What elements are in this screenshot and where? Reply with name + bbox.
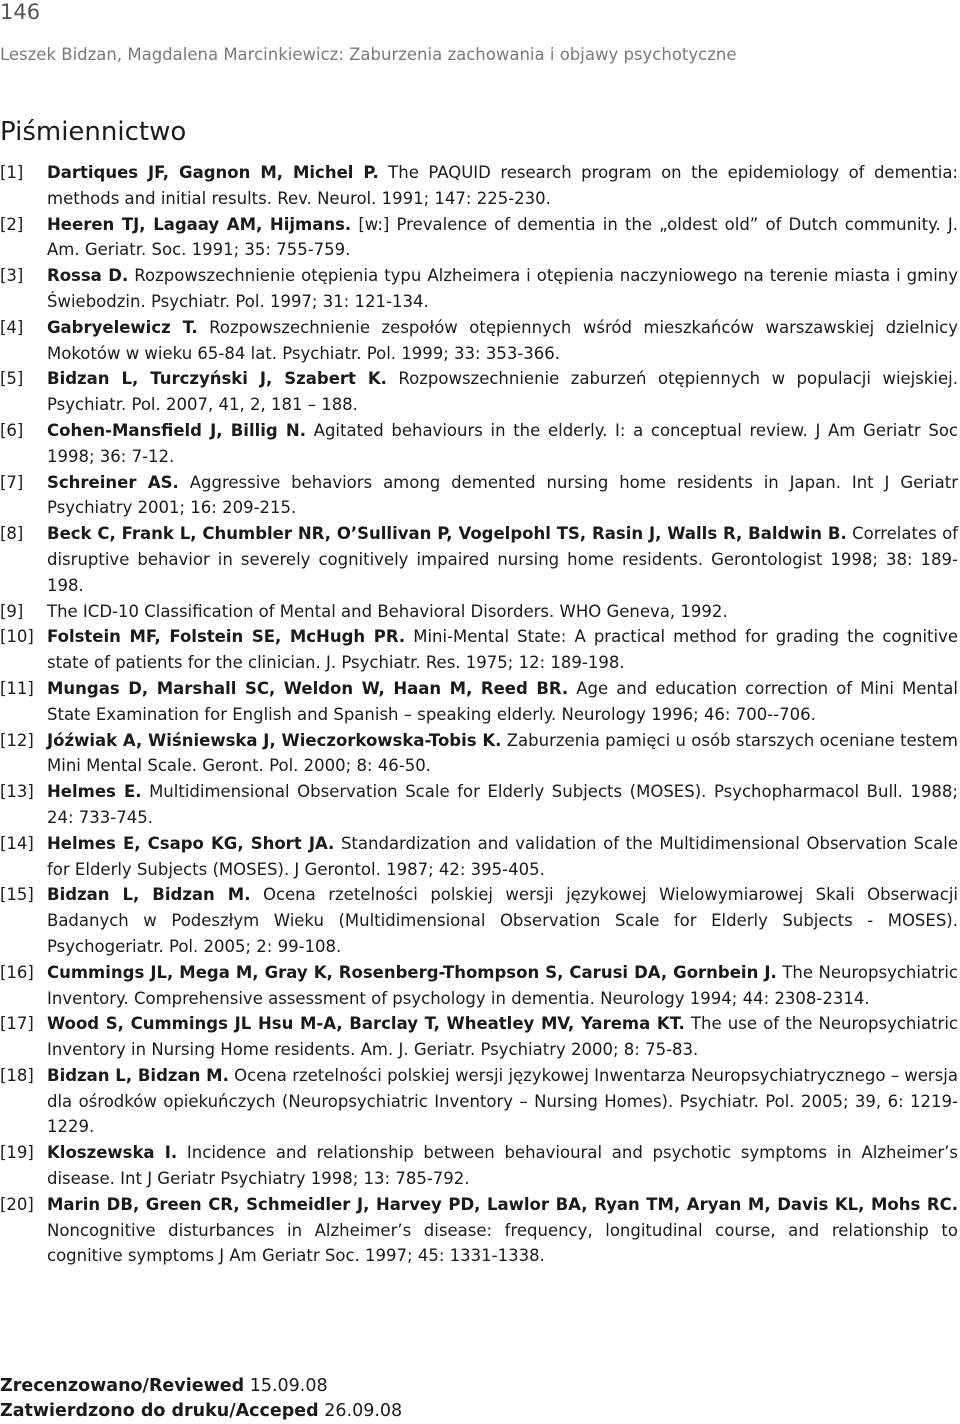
reference-number: [3] bbox=[0, 266, 24, 286]
reference-item bbox=[0, 882, 958, 959]
reference-item bbox=[0, 470, 958, 522]
reference-text: Standardization and validation of the Multidimensional Observation Scale for Elderly Subjects (MOSES). J Gerontol. 1987; 42: 395-405. bbox=[47, 833, 958, 879]
reference-item bbox=[0, 960, 958, 1012]
reference-text: Aggressive behaviors among demented nursing home residents in Japan. Int J Geriatr Psychiatry 2001; 16: 209-215. bbox=[47, 472, 958, 518]
reference-number: [11] bbox=[0, 678, 34, 698]
reference-body bbox=[47, 160, 958, 212]
reference-body bbox=[47, 831, 958, 883]
reference-authors: Beck C, Frank L, Chumbler NR, O’Sullivan P, Vogelpohl TS, Rasin J, Walls R, Baldwin B. bbox=[47, 524, 847, 544]
reference-number: [15] bbox=[0, 885, 34, 905]
reference-text: The Neuropsychiatric Inventory. Comprehensive assessment of psychology in dementia. Neurology 1994; 44: 2308-2314. bbox=[47, 962, 958, 1008]
reference-item bbox=[0, 779, 958, 831]
reference-number: [2] bbox=[0, 214, 24, 234]
reference-item bbox=[0, 676, 958, 728]
reference-number: [14] bbox=[0, 833, 34, 853]
reference-authors: Marin DB, Green CR, Schmeidler J, Harvey PD, Lawlor BA, Ryan TM, Aryan M, Davis KL, Mohs RC. bbox=[47, 1194, 958, 1214]
reference-item bbox=[0, 521, 958, 598]
reference-body bbox=[47, 599, 958, 625]
reference-body bbox=[47, 1192, 958, 1269]
section-title: Piśmiennictwo bbox=[0, 117, 187, 147]
reference-text: [w:] Prevalence of dementia in the „oldest old” of Dutch community. J. Am. Geriatr. Soc. 1991; 35: 755-759. bbox=[47, 214, 958, 260]
header-authors: Leszek Bidzan, Magdalena Marcinkiewicz bbox=[0, 45, 339, 64]
accepted-line bbox=[0, 1399, 402, 1424]
reference-number: [13] bbox=[0, 782, 34, 802]
reference-text: Ocena rzetelności polskiej wersji językowej Inwentarza Neuropsychiatrycznego – wersja dla ośrodków opiekuńczych (Neuropsychiatric Inventory – Nursing Homes). Psychiatr. Pol. 2005; 39, 6: 1219-1229. bbox=[47, 1065, 958, 1137]
reviewed-label: Zrecenzowano/Reviewed bbox=[0, 1376, 245, 1396]
reference-text: Zaburzenia pamięci u osób starszych oceniane testem Mini Mental Scale. Geront. Pol. 2000; 8: 46-50. bbox=[47, 730, 958, 776]
reference-authors: Bidzan L, Bidzan M. bbox=[47, 885, 251, 905]
reference-authors: Dartiques JF, Gagnon M, Michel P. bbox=[47, 163, 379, 182]
reference-text: Age and education correction of Mini Mental State Examination for English and Spanish – speaking elderly. Neurology 1996; 46: 700--706. bbox=[47, 678, 958, 724]
page-number: 146 bbox=[0, 0, 41, 24]
reference-body bbox=[47, 1140, 958, 1192]
reference-body bbox=[47, 1063, 958, 1140]
reference-text: Agitated behaviours in the elderly. I: a conceptual review. J Am Geriatr Soc 1998; 36: 7-12. bbox=[47, 420, 959, 466]
reference-body bbox=[47, 676, 958, 728]
reviewed-date: 15.09.08 bbox=[244, 1376, 328, 1396]
accepted-date: 26.09.08 bbox=[318, 1401, 403, 1421]
reference-authors: Mungas D, Marshall SC, Weldon W, Haan M, Reed BR. bbox=[47, 678, 569, 698]
reference-text: Multidimensional Observation Scale for Elderly Subjects (MOSES). Psychopharmacol Bull. 1988; 24: 733-745. bbox=[47, 782, 958, 827]
reference-body bbox=[47, 418, 958, 470]
reference-body bbox=[47, 315, 958, 367]
reference-number: [8] bbox=[0, 524, 24, 544]
reference-body bbox=[47, 521, 958, 598]
reference-item bbox=[0, 315, 958, 367]
reference-authors: Heeren TJ, Lagaay AM, Hijmans. bbox=[47, 214, 352, 234]
reference-text: Correlates of disruptive behavior in severely cognitively impaired nursing home residents. Gerontologist 1998; 38: 189-198. bbox=[47, 524, 958, 595]
reference-number: [17] bbox=[0, 1014, 34, 1034]
reference-number: [5] bbox=[0, 369, 24, 389]
reference-body bbox=[47, 470, 958, 522]
reference-text: The ICD-10 Classification of Mental and Behavioral Disorders. WHO Geneva, 1992. bbox=[47, 601, 728, 621]
reference-text: The PAQUID research program on the epidemiology of dementia: methods and initial results. Rev. Neurol. 1991; 147: 225-230. bbox=[47, 163, 958, 208]
reviewed-line bbox=[0, 1374, 402, 1399]
reference-text: The use of the Neuropsychiatric Inventory in Nursing Home residents. Am. J. Geriatr. Psychiatry 2000; 8: 75-83. bbox=[47, 1014, 958, 1060]
reference-authors: Folstein MF, Folstein SE, McHugh PR. bbox=[47, 627, 406, 647]
reference-text: Noncognitive disturbances in Alzheimer’s disease: frequency, longitudinal course, and relationship to cognitive symptoms J Am Geriatr Soc. 1997; 45: 1331-1338. bbox=[47, 1220, 958, 1266]
reference-item bbox=[0, 599, 958, 625]
reference-authors: Schreiner AS. bbox=[47, 472, 179, 492]
header-title: Zaburzenia zachowania i objawy psychotyczne bbox=[343, 45, 737, 64]
reference-item bbox=[0, 1140, 958, 1192]
reference-authors: Cohen-Mansfield J, Billig N. bbox=[47, 420, 306, 440]
reference-authors: Gabryelewicz T. bbox=[47, 317, 198, 337]
reference-body bbox=[47, 779, 958, 831]
reference-item bbox=[0, 624, 958, 676]
reference-number: [19] bbox=[0, 1143, 34, 1163]
reference-item bbox=[0, 263, 958, 315]
reference-item bbox=[0, 728, 958, 780]
reference-number: [18] bbox=[0, 1065, 34, 1085]
reference-item bbox=[0, 212, 958, 264]
reference-number: [1] bbox=[0, 163, 24, 182]
reference-number: [10] bbox=[0, 627, 34, 647]
reference-authors: Kloszewska I. bbox=[47, 1143, 178, 1163]
reference-body bbox=[47, 212, 958, 264]
reference-item bbox=[0, 160, 958, 212]
reference-item bbox=[0, 1063, 958, 1140]
running-header bbox=[0, 44, 737, 66]
reference-body bbox=[47, 728, 958, 780]
reference-text: Rozpowszechnienie zaburzeń otępiennych w populacji wiejskiej. Psychiatr. Pol. 2007, 41, 2, 181 – 188. bbox=[47, 369, 958, 415]
reference-item bbox=[0, 1192, 958, 1269]
review-dates bbox=[0, 1374, 402, 1424]
reference-body bbox=[47, 624, 958, 676]
reference-number: [20] bbox=[0, 1194, 34, 1214]
reference-body bbox=[47, 263, 958, 315]
reference-authors: Helmes E. bbox=[47, 782, 142, 802]
reference-body bbox=[47, 882, 958, 959]
reference-item bbox=[0, 831, 958, 883]
reference-number: [9] bbox=[0, 601, 24, 621]
reference-authors: Cummings JL, Mega M, Gray K, Rosenberg-Thompson S, Carusi DA, Gornbein J. bbox=[47, 962, 777, 982]
reference-text: Ocena rzetelności polskiej wersji językowej Wielowymiarowej Skali Obserwacji Badanych w Podeszłym Wieku (Multidimensional Observation Scale for Elderly Subjects - MOSES). Psychogeriatr. Pol. 2005; 2: 99-108. bbox=[47, 885, 958, 956]
reference-authors: Bidzan L, Bidzan M. bbox=[47, 1065, 229, 1085]
reference-body bbox=[47, 1011, 958, 1063]
reference-number: [7] bbox=[0, 472, 24, 492]
reference-authors: Bidzan L, Turczyński J, Szabert K. bbox=[47, 369, 387, 389]
reference-text: Rozpowszechnienie zespołów otępiennych wśród mieszkańców warszawskiej dzielnicy Mokotów w wieku 65-84 lat. Psychiatr. Pol. 1999; 33: 353-366. bbox=[47, 317, 959, 363]
reference-item bbox=[0, 1011, 958, 1063]
reference-number: [6] bbox=[0, 420, 24, 440]
reference-text: Incidence and relationship between behavioural and psychotic symptoms in Alzheimer’s disease. Int J Geriatr Psychiatry 1998; 13: 785-792. bbox=[47, 1143, 959, 1189]
reference-item bbox=[0, 418, 958, 470]
reference-authors: Rossa D. bbox=[47, 266, 129, 286]
reference-body bbox=[47, 960, 958, 1012]
reference-authors: Jóźwiak A, Wiśniewska J, Wieczorkowska-Tobis K. bbox=[47, 730, 502, 750]
reference-body bbox=[47, 366, 958, 418]
reference-number: [12] bbox=[0, 730, 34, 750]
reference-text: Rozpowszechnienie otępienia typu Alzheimera i otępienia naczyniowego na terenie miasta i gminy Świebodzin. Psychiatr. Pol. 1997; 31: 121-134. bbox=[47, 266, 959, 311]
accepted-label: Zatwierdzono do druku/Acceped bbox=[0, 1401, 319, 1421]
reference-text: Mini-Mental State: A practical method for grading the cognitive state of patients for the clinician. J. Psychiatr. Res. 1975; 12: 189-198. bbox=[47, 627, 959, 673]
reference-authors: Helmes E, Csapo KG, Short JA. bbox=[47, 833, 335, 853]
reference-number: [16] bbox=[0, 962, 34, 982]
reference-item bbox=[0, 366, 958, 418]
reference-authors: Wood S, Cummings JL Hsu M-A, Barclay T, Wheatley MV, Yarema KT. bbox=[47, 1014, 685, 1034]
reference-number: [4] bbox=[0, 317, 24, 337]
reference-list bbox=[0, 160, 958, 1269]
header-separator: : bbox=[338, 45, 344, 64]
